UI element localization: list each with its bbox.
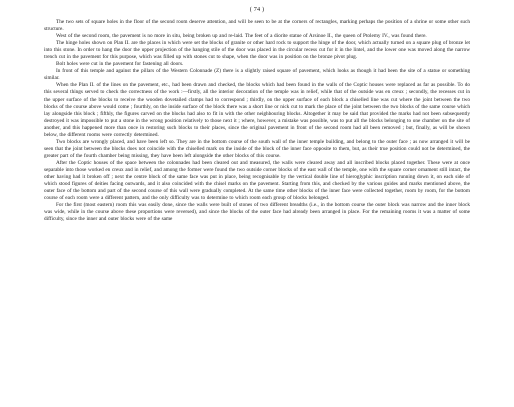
paragraph: For the first (most eastern) room this was easily done, since the walls were built of stones of two different breadths (i.e., in the bottom course the outer block was narrow and the inner block was wide, while in the course above these proportions were reversed), and since the blocks of the outer face had already been arranged in place. For the remaining rooms it was a matter of some difficulty, since the inner and outer blocks were of the same	[44, 202, 470, 223]
paragraph: After the Coptic houses of the space between the colonnades had been cleared out and measured, the walls were cleared away and all inscribed blocks placed together. These were at once separable into those worked en creux and in relief, and among the former were found the two outside corner blocks of the east wall of the temple, one with the square corner ornament still intact, the other having had it broken off ; next the centre block of the same face was put in place, being recognisable by the vertical double line of hieroglyphic inscription running down it, on each side of which stood figures of deities facing outwards, and it also coincided with the chisel marks on the pavement. Starting from this, and checked by the various guides and marks mentioned above, the outer face of the bottom and part of the second course of this wall were gradually completed. At the same time other blocks of the inner face were collected together, room by room, for the bottom course of each room were a different pattern, and the only difficulty was to determine to which room each group of blocks belonged.	[44, 159, 470, 202]
paragraph: The two sets of square holes in the floor of the second room deserve attention, and will be seen to be at the corners of rectangles, marking perhaps the position of a shrine or some other such structure.	[44, 19, 470, 33]
page-number: ( 74 )	[249, 6, 265, 13]
paragraph: In front of this temple and against the pillars of the Western Colonnade (Z) there is a slightly raised square of pavement, which looks as though it had been the site of a statue or something similar.	[44, 68, 470, 82]
paragraph: West of the second room, the pavement is no more in situ, being broken up and re-laid. The feet of a diorite statue of Arsinoe II., the queen of Ptolemy IV., was found there.	[56, 33, 427, 40]
paragraph: Two blocks are wrongly placed, and have been left so. They are in the bottom course of the south wall of the inner temple building, and belong to the outer face ; as now arranged it will be seen that the joint between the blocks does not coincide with the chiselled mark on the inside of the block of the inner face opposite to them, but, as their true position could not be determined, the greater part of the fourth chamber being missing, they have been left alongside the other blocks of this course.	[44, 138, 470, 159]
paragraph: Bolt holes were cut in the pavement for fastening all doors.	[56, 61, 184, 68]
paragraph: When the Plan II. of the lines on the pavement, etc., had been drawn and checked, the blocks which had been found in the walls of the Coptic houses were replaced as far as possible. To do this several things served to check the correctness of the work :—firstly, all the interior decoration of the temple was in relief, while that of the outside was en creux ; secondly, the recesses cut in the upper surface of the blocks to receive the wooden dovetailed clamps had to correspond ; thirdly, on the upper surface of each block a chiselled line was cut where the joint between the two blocks of the course above would come ; fourthly, on the inside surface of the block there was a short line or nick cut to mark the place of the joint between the two blocks of the same course which lay alongside this block ; fifthly, the figures carved on the blocks had also to fit in with the other neighbouring blocks. Altogether it may be said that provided the marks had not been subsequently destroyed it was impossible to put a stone in the wrong position relatively to those next it ; where, however, a mistake was possible, was to put all the blocks belonging to one chamber on the site of another, and this happened more than once in restoring such blocks to their places, since the original pavement in front of the second room had all been removed ; but, finally, as will be shown below, the different rooms were correctly determined.	[44, 82, 470, 138]
paragraph: The hinge holes shown on Plan II. are the places in which were set the blocks of granite or other hard rock to support the hinge of the door, which actually turned on a square plug of bronze let into this stone. In order to hang the door the upper projection of the hanging stile of the door was placed in the circular recess cut for it in the lintel, and the lower one was moved along the narrow trench cut in the pavement for this purpose, which was filled up with stones cut to shape, when the door was in position on the bronze pivot plug.	[44, 40, 470, 61]
